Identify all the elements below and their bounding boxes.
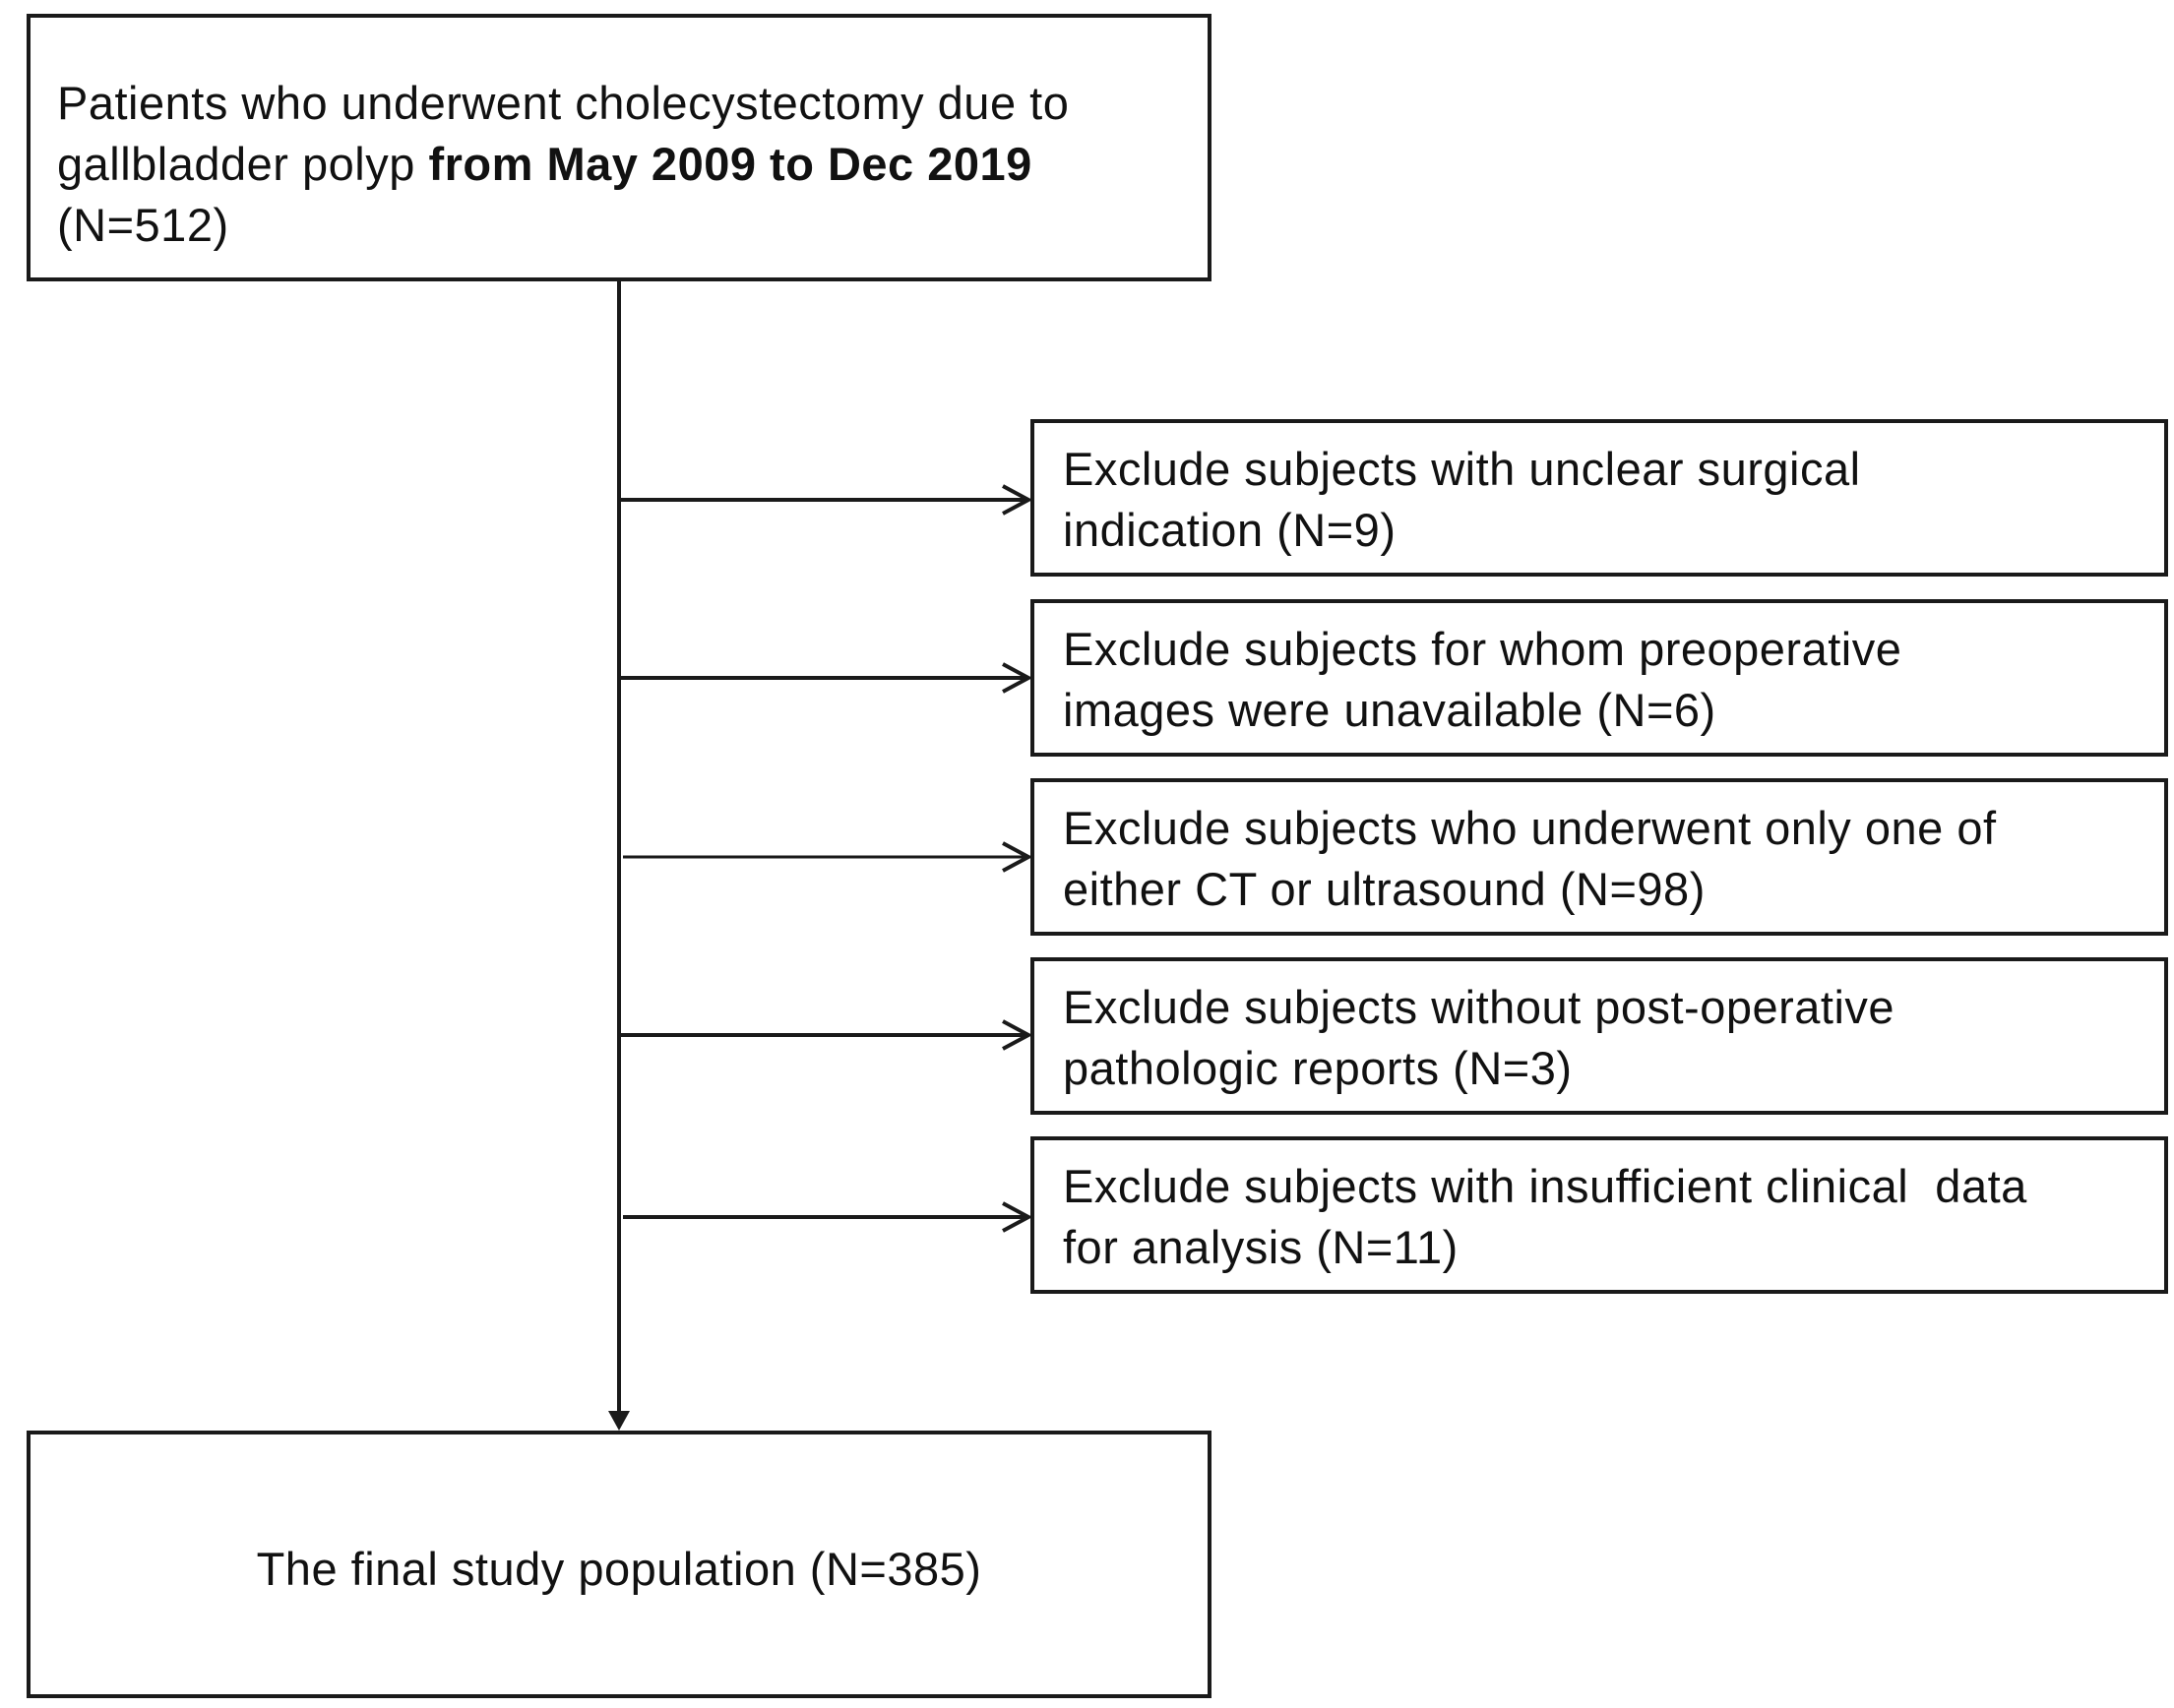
branch-arrow-2 [623,843,1028,871]
initial-cohort-text [57,73,1069,256]
initial-cohort-line-2 [57,134,1069,195]
exclusion-text [1063,977,2144,1099]
exclusion-line-1: Exclude subjects with unclear surgical [1063,443,1861,495]
exclusion-box-no-pathology [1030,957,2168,1115]
branch-arrow-0 [619,486,1028,514]
exclusion-line-1: Exclude subjects for whom preoperative [1063,623,1902,675]
exclusion-line-2: pathologic reports (N=3) [1063,1042,1573,1094]
initial-cohort-count: (N=512) [57,199,229,251]
exclusion-text [1063,1156,2144,1278]
branch-arrow-1 [619,664,1028,692]
exclusion-box-unclear-indication [1030,419,2168,577]
exclusion-line-2: images were unavailable (N=6) [1063,684,1716,736]
branch-arrow-3 [619,1021,1028,1049]
exclusion-line-2: either CT or ultrasound (N=98) [1063,863,1706,915]
exclusion-text [1063,619,2144,741]
final-population-box [27,1431,1211,1698]
exclusion-line-1: Exclude subjects without post-operative [1063,981,1895,1033]
exclusion-text [1063,798,2144,920]
exclusion-line-2: for analysis (N=11) [1063,1221,1459,1273]
final-population-label: The final study population (N=385) [256,1543,982,1595]
exclusion-line-2: indication (N=9) [1063,504,1397,556]
initial-cohort-line-1: Patients who underwent cholecystectomy due to [57,77,1070,129]
exclusion-line-1: Exclude subjects with insufficient clinical data [1063,1160,2027,1212]
exclusion-text [1063,439,2144,561]
final-arrowhead [608,1411,630,1431]
exclusion-box-no-preop-images [1030,599,2168,757]
exclusion-box-single-modality [1030,778,2168,936]
exclusion-line-1: Exclude subjects who underwent only one of [1063,802,1997,854]
initial-cohort-line-2-prefix: gallbladder polyp [57,138,429,190]
initial-cohort-date-range: from May 2009 to Dec 2019 [428,138,1032,190]
initial-cohort-box [27,14,1211,281]
exclusion-box-insufficient-data [1030,1136,2168,1294]
branch-arrow-4 [623,1203,1028,1231]
